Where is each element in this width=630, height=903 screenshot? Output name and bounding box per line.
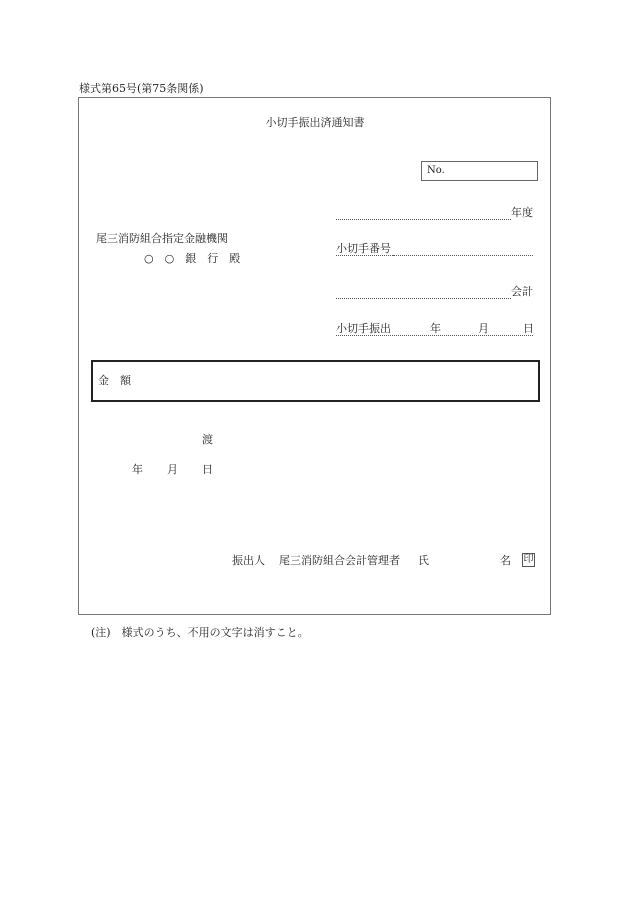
issue-month-label: 月 — [478, 322, 489, 335]
issue-year-label: 年 — [430, 322, 441, 335]
issue-date-label: 小切手振出 — [336, 322, 391, 335]
delivery-year-label: 年 — [132, 463, 143, 476]
fiscal-year-field[interactable] — [336, 205, 511, 220]
number-label: No. — [427, 165, 445, 176]
issuer-title: 尾三消防組合会計管理者 — [279, 554, 400, 567]
addressee-bank: ○ ○ 銀 行 殿 — [144, 252, 241, 265]
number-box[interactable] — [421, 161, 538, 181]
fiscal-year-label: 年度 — [511, 206, 533, 219]
amount-box[interactable] — [91, 360, 540, 402]
delivery-label: 渡 — [202, 433, 213, 446]
issuer-name-prefix: 氏 — [418, 554, 429, 567]
amount-label: 金 額 — [98, 374, 131, 387]
footnote: (注) 様式のうち、不用の文字は消すこと。 — [91, 626, 309, 639]
issue-day-label: 日 — [523, 322, 534, 335]
delivery-month-label: 月 — [167, 463, 178, 476]
seal-stamp-box[interactable] — [522, 553, 535, 567]
check-number-underline — [336, 241, 393, 256]
document-title: 小切手振出済通知書 — [265, 116, 365, 129]
addressee-institution: 尾三消防組合指定金融機関 — [96, 232, 228, 245]
issuer-label: 振出人 — [232, 554, 265, 567]
seal-icon: 印 — [523, 554, 534, 565]
form-id: 様式第65号(第75条関係) — [79, 82, 204, 95]
account-label: 会計 — [511, 285, 533, 298]
check-number-label: 小切手番号 — [336, 242, 391, 255]
issuer-name-suffix: 名 — [500, 554, 511, 567]
check-number-field[interactable] — [393, 241, 533, 256]
delivery-day-label: 日 — [202, 463, 213, 476]
account-field[interactable] — [336, 284, 511, 299]
